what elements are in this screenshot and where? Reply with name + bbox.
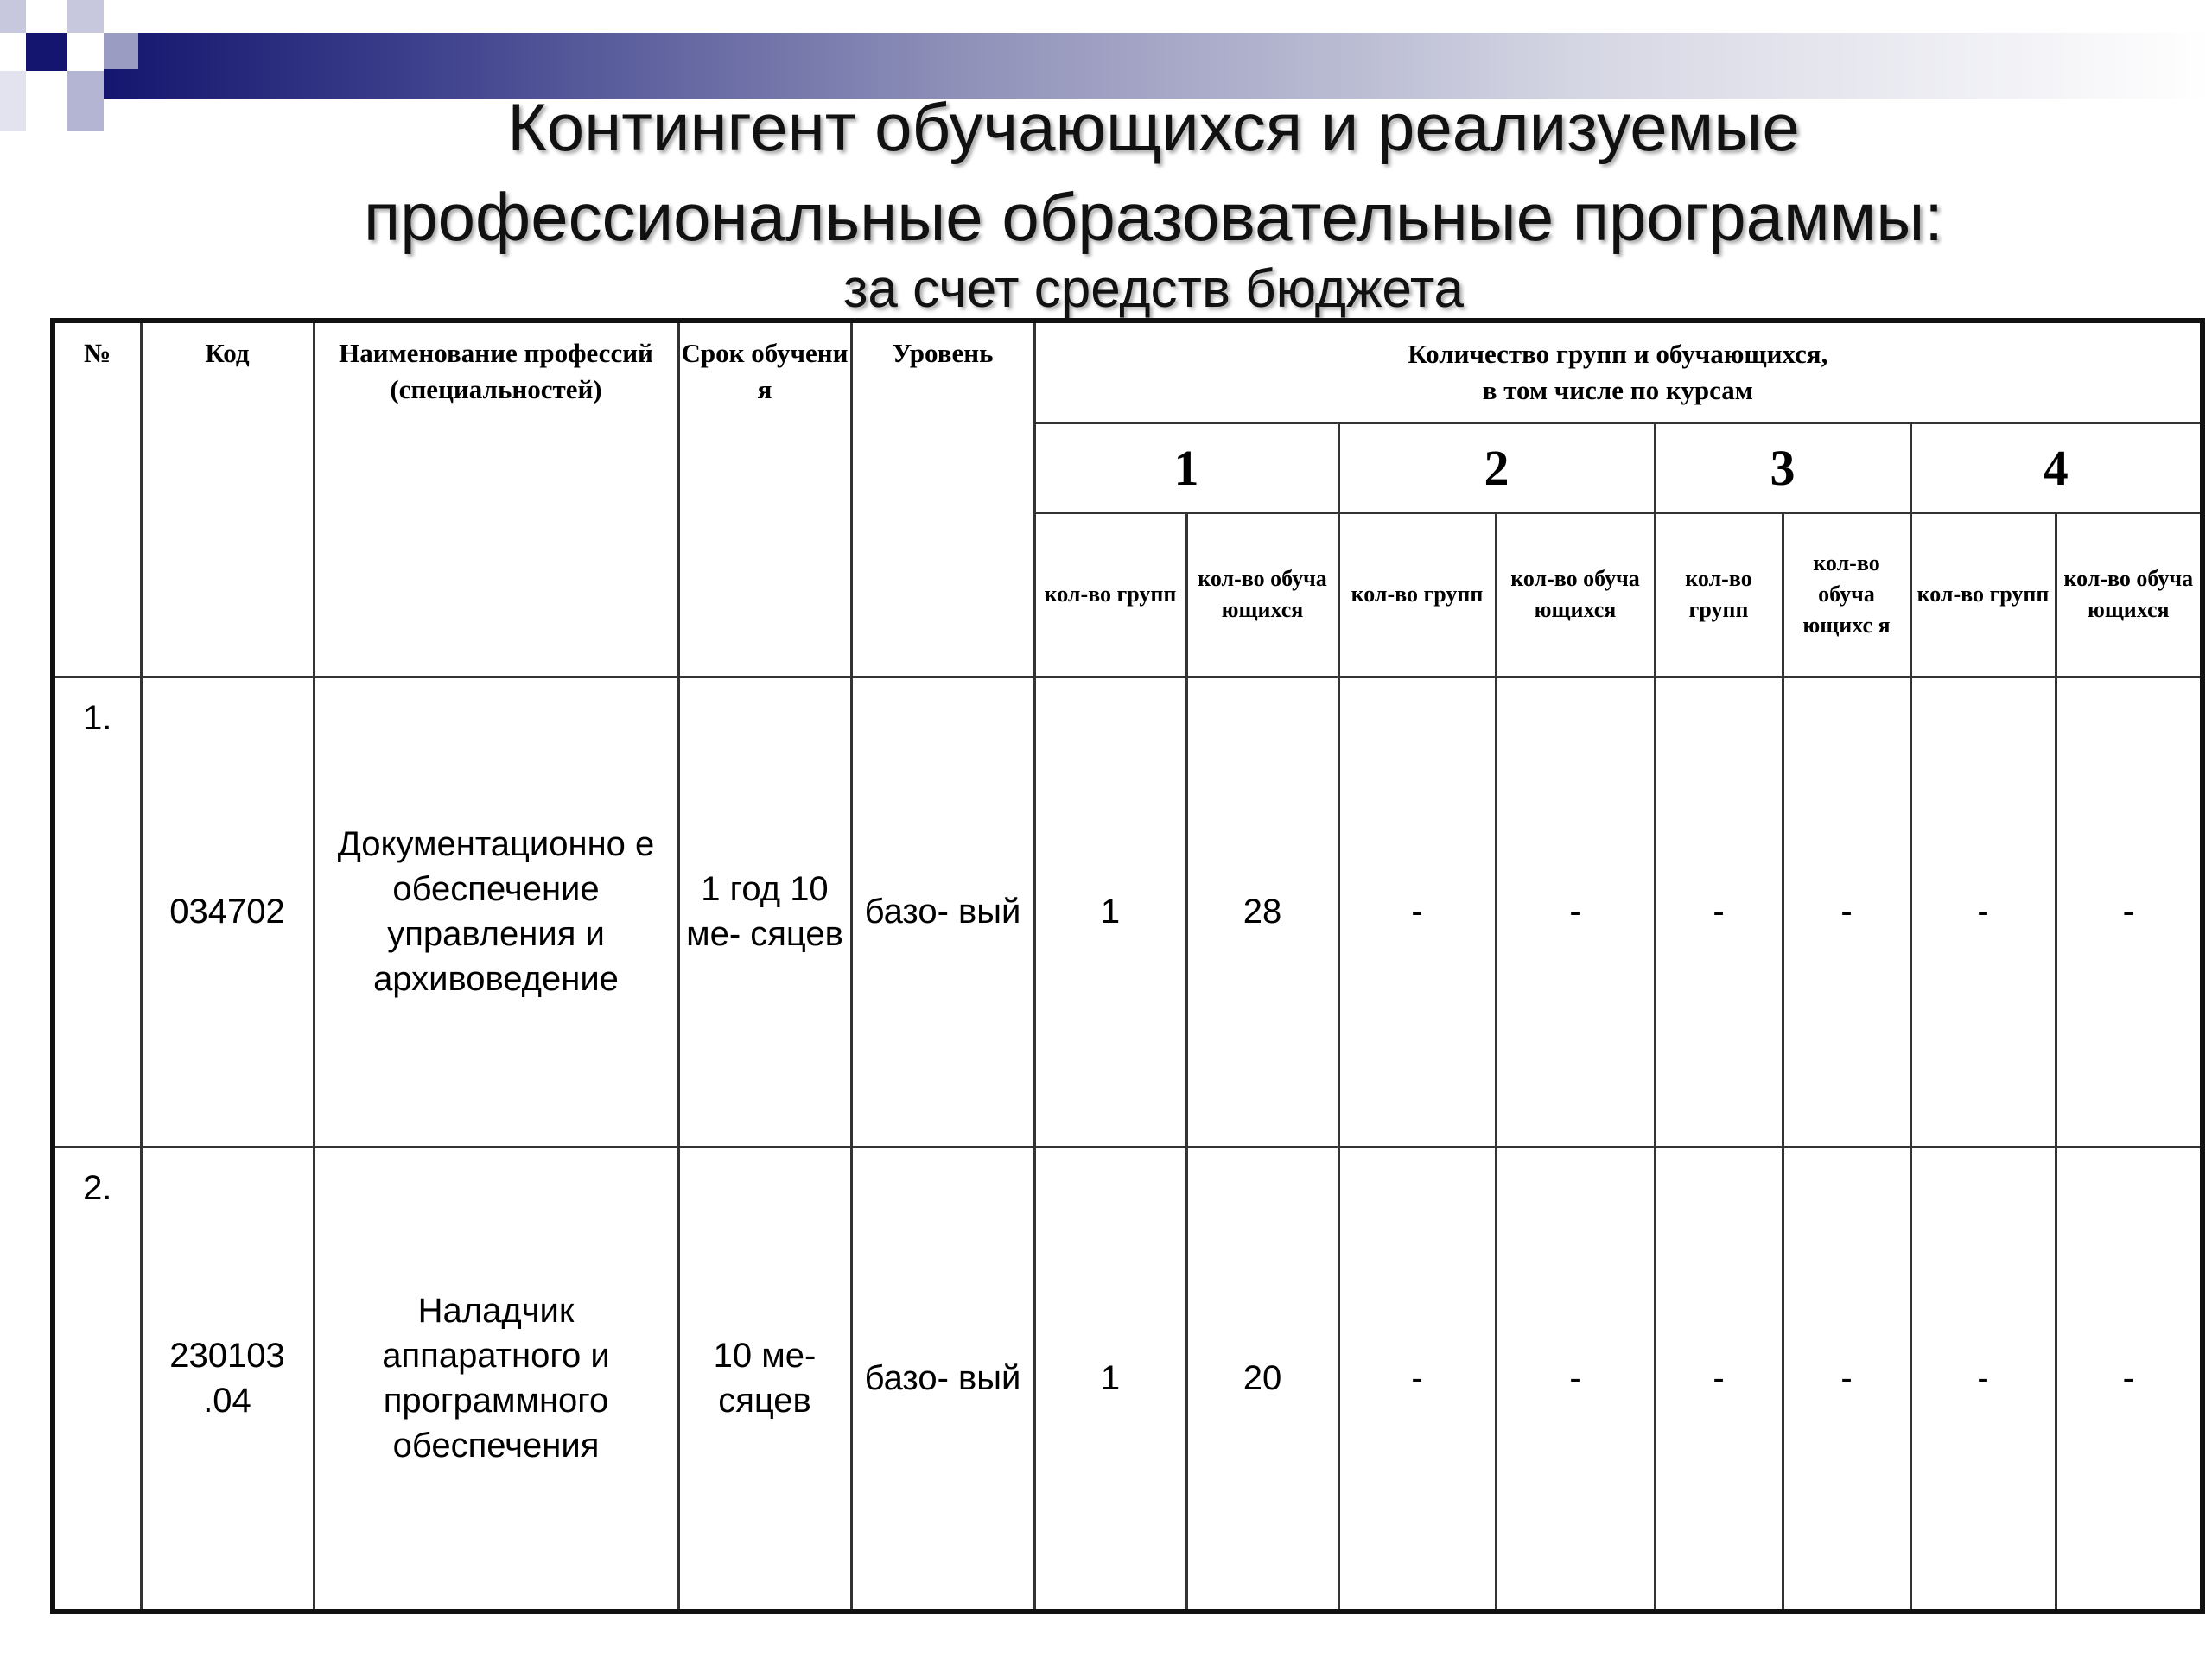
table-row [53,677,2202,1147]
row-term: 10 ме- сяцев [678,1147,851,1611]
row-value: 20 [1186,1147,1338,1611]
header-level: Уровень [851,321,1034,677]
row-code: 230103 .04 [141,1147,314,1611]
row-value: - [1655,1147,1783,1611]
header-groups-line-1: Количество групп и обучающихся, [1408,338,1828,369]
decor-square [26,33,67,71]
title-line-1: Контингент обучающихся и реализуемые [507,89,1800,165]
row-level: базо- вый [851,677,1034,1147]
subheader-students: кол-во обуча ющихся [1496,512,1655,677]
row-value: - [1338,1147,1496,1611]
row-term: 1 год 10 ме- сяцев [678,677,851,1147]
page-subtitle: за счет средств бюджета [842,259,1465,319]
row-value: - [2056,1147,2202,1611]
header-code: Код [141,321,314,677]
row-value: - [1783,1147,1910,1611]
row-value: - [1338,677,1496,1147]
row-value: 1 [1034,677,1186,1147]
subheader-students: кол-во обуча ющихся [1186,512,1338,677]
row-value: - [1910,1147,2056,1611]
row-value: - [2056,677,2202,1147]
row-level: базо- вый [851,1147,1034,1611]
decor-square [67,0,104,33]
row-value: - [1655,677,1783,1147]
subheader-groups: кол-во групп [1034,512,1186,677]
contingent-table [50,318,2205,1614]
header-groups-line-2: в том числе по курсам [1482,374,1753,405]
row-value: - [1783,677,1910,1147]
subheader-students: кол-во обуча ющихся [2056,512,2202,677]
row-value: 1 [1034,1147,1186,1611]
row-num: 2. [53,1147,141,1611]
header-num: № [53,321,141,677]
row-value: - [1910,677,2056,1147]
header-term: Срок обучени я [678,321,851,677]
row-value: - [1496,1147,1655,1611]
row-name: Наладчик аппаратного и программного обеспечения [314,1147,678,1611]
row-value: 28 [1186,677,1338,1147]
subheader-groups: кол-во групп [1910,512,2056,677]
subheader-students: кол-во обуча ющихс я [1783,512,1910,677]
subheader-groups: кол-во групп [1655,512,1783,677]
course-header-4: 4 [1910,423,2202,512]
subheader-groups: кол-во групп [1338,512,1496,677]
course-header-3: 3 [1655,423,1910,512]
row-num: 1. [53,677,141,1147]
title-line-2: профессиональные образовательные программы: [364,179,1943,255]
decor-square [104,33,138,69]
row-code: 034702 [141,677,314,1147]
header-name: Наименование профессий (специальностей) [314,321,678,677]
decor-square [0,0,26,33]
page-title [0,82,2212,262]
course-header-2: 2 [1338,423,1655,512]
row-name: Документационно е обеспечение управления и архивоведение [314,677,678,1147]
row-value: - [1496,677,1655,1147]
table-row [53,1147,2202,1611]
header-groups [1034,321,2202,423]
course-header-1: 1 [1034,423,1338,512]
